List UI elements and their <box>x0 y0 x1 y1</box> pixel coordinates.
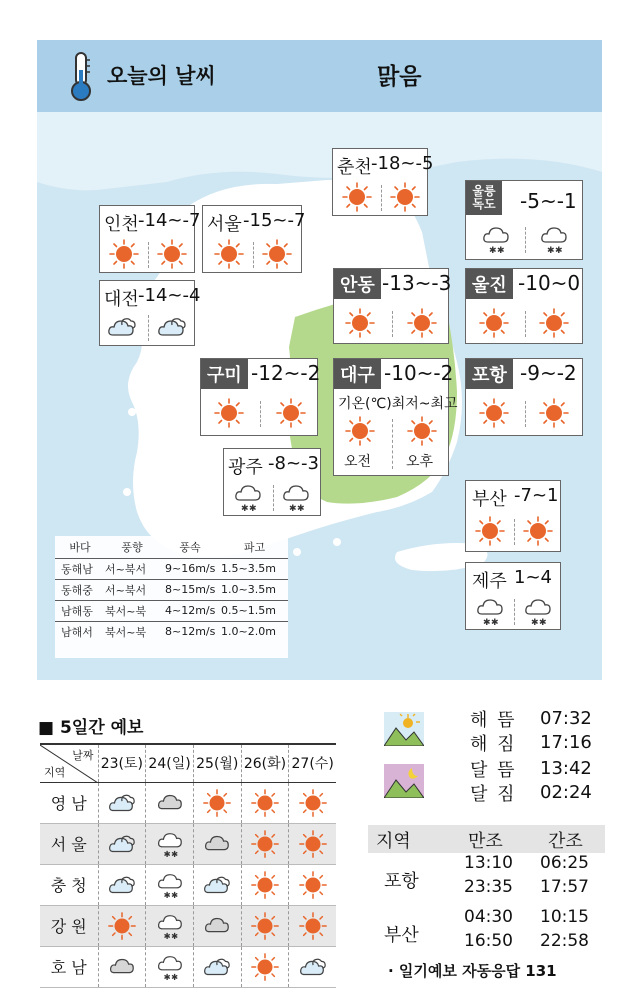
city-temp: -7~1 <box>514 485 559 506</box>
forecast-cell <box>193 864 241 905</box>
sun-icon <box>538 307 570 339</box>
forecast-cell <box>289 782 336 823</box>
sunset-time: 17:16 <box>540 732 592 753</box>
city-uljin <box>465 268 583 344</box>
forecast-cell <box>98 823 146 864</box>
header-bar <box>37 40 602 112</box>
city-incheon <box>99 205 201 273</box>
sun-icon <box>389 181 421 213</box>
tide-header-region: 지역 <box>376 831 411 852</box>
sea-cell: 0.5~1.5m <box>221 600 288 621</box>
sun-icon <box>108 238 140 270</box>
forecast-cell <box>241 823 289 864</box>
city-name: 대구 <box>334 359 381 389</box>
tide-header-low: 간조 <box>548 831 583 852</box>
city-chuncheon <box>332 148 434 216</box>
sea-header: 풍향 <box>121 540 143 554</box>
forecast-cell <box>193 905 241 946</box>
forecast-table <box>40 743 336 988</box>
divider <box>525 227 526 253</box>
sea-cell: 9~16m/s <box>159 558 221 579</box>
sun-icon <box>522 515 554 547</box>
city-name: 구미 <box>201 359 248 389</box>
divider <box>148 242 149 268</box>
city-gumi <box>200 358 321 436</box>
divider <box>381 185 382 211</box>
city-name: 안동 <box>334 269 381 299</box>
day-header: 25(월) <box>193 744 241 782</box>
forecast-row <box>40 823 336 864</box>
divider <box>273 485 274 511</box>
sun-icon <box>344 307 376 339</box>
sun-icon <box>344 415 376 447</box>
day-header: 26(화) <box>241 744 289 782</box>
forecast-cell <box>241 905 289 946</box>
sea-row <box>55 579 288 600</box>
cloud-icon <box>155 788 185 818</box>
sea-header: 바다 <box>69 540 91 554</box>
sea-cell: 서~북서 <box>105 579 159 600</box>
city-temp: -9~-2 <box>520 361 577 385</box>
sun-icon <box>202 788 232 818</box>
divider <box>392 311 393 337</box>
tide-low: 06:25 <box>540 853 589 873</box>
sun-icon <box>213 397 245 429</box>
forecast-cell <box>146 782 194 823</box>
sun-icon <box>261 238 293 270</box>
divider <box>253 242 254 268</box>
forecast-cell <box>241 782 289 823</box>
partly-cloudy-icon <box>202 952 232 982</box>
city-name: 광주 <box>228 457 263 478</box>
divider <box>514 519 515 545</box>
sky-condition: 맑음 <box>377 64 422 90</box>
divider <box>525 401 526 427</box>
city-pohang <box>465 358 583 436</box>
moonset-time: 02:24 <box>540 782 592 803</box>
phone-info: · 일기예보 자동응답 131 <box>388 962 557 980</box>
forecast-cell <box>98 782 146 823</box>
city-temp: 1~4 <box>514 567 552 588</box>
sea-cell: 동해남 <box>55 558 105 579</box>
city-temp: -15~-7 <box>243 210 306 231</box>
cloud-icon <box>202 829 232 859</box>
sunrise-time: 07:32 <box>540 708 592 729</box>
forecast-region: 호 남 <box>40 946 98 987</box>
sun-icon <box>406 307 438 339</box>
forecast-row <box>40 946 336 987</box>
sea-cell: 1.0~2.0m <box>221 621 288 642</box>
tide-row <box>368 907 605 961</box>
divider <box>260 401 261 427</box>
today-title: 오늘의 날씨 <box>107 64 216 88</box>
city-temp: -10~-2 <box>384 361 454 385</box>
forecast-row <box>40 782 336 823</box>
tide-region: 부산 <box>384 925 419 946</box>
forecast-cell <box>289 905 336 946</box>
snow-cloud-icon <box>474 595 506 627</box>
day-header: 23(토) <box>98 744 146 782</box>
moonrise-label: 달 뜸 <box>470 760 517 781</box>
sea-cell: 8~12m/s <box>159 621 221 642</box>
city-name: 울진 <box>466 269 513 299</box>
tide-table <box>368 825 605 961</box>
tide-header <box>368 825 605 853</box>
corner-region: 지역 <box>44 765 66 779</box>
forecast-cell <box>98 946 146 987</box>
snow-cloud-icon <box>155 829 185 859</box>
sun-icon <box>474 515 506 547</box>
sunrise-mountain-icon <box>384 712 424 746</box>
forecast-cell <box>193 782 241 823</box>
sun-icon <box>341 181 373 213</box>
sun-icon <box>250 829 280 859</box>
sunrise-label: 해 뜸 <box>470 710 517 731</box>
snow-cloud-icon <box>480 223 512 255</box>
sun-icon <box>213 238 245 270</box>
forecast-region: 충 청 <box>40 864 98 905</box>
forecast-cell <box>289 946 336 987</box>
sea-cell: 북서~북 <box>105 621 159 642</box>
sea-header: 파고 <box>243 540 266 554</box>
sea-row <box>55 558 288 579</box>
tide-row <box>368 853 605 907</box>
moonrise-mountain-icon <box>384 764 424 798</box>
divider <box>525 311 526 337</box>
forecast-region: 서 울 <box>40 823 98 864</box>
city-temp: -10~0 <box>518 271 581 295</box>
forecast-row <box>40 905 336 946</box>
sea-cell: 북서~북 <box>105 600 159 621</box>
partly-cloudy-icon <box>156 311 188 343</box>
sea-cell: 서~북서 <box>105 558 159 579</box>
city-ulleung-dokdo <box>465 180 583 260</box>
partly-cloudy-icon <box>107 788 137 818</box>
sea-conditions-table <box>55 536 288 658</box>
city-name: 대전 <box>104 289 139 310</box>
snow-cloud-icon <box>280 481 312 513</box>
city-seoul <box>202 205 306 273</box>
cloud-icon <box>202 911 232 941</box>
legend-caption: 기온(℃)최저~최고 <box>338 396 458 412</box>
sea-row <box>55 600 288 621</box>
forecast-region: 강 원 <box>40 905 98 946</box>
forecast-cell <box>146 905 194 946</box>
snow-cloud-icon <box>155 870 185 900</box>
forecast-row <box>40 864 336 905</box>
forecast-cell <box>193 946 241 987</box>
legend-am: 오전 <box>344 454 372 470</box>
tide-region: 포항 <box>384 871 419 892</box>
city-temp: -8~-3 <box>268 453 319 474</box>
sun-icon <box>107 911 137 941</box>
sun-icon <box>478 397 510 429</box>
sea-row <box>55 621 288 642</box>
cloud-icon <box>107 952 137 982</box>
sun-icon <box>275 397 307 429</box>
city-temp: -5~-1 <box>520 189 577 213</box>
sea-cell: 1.0~3.5m <box>221 579 288 600</box>
sea-header: 풍속 <box>179 540 201 554</box>
forecast-cell <box>146 823 194 864</box>
city-andong <box>333 268 452 344</box>
sun-icon <box>298 788 328 818</box>
forecast-cell <box>98 864 146 905</box>
city-temp: -14~-7 <box>138 210 201 231</box>
divider <box>392 419 393 469</box>
thermometer-icon <box>65 50 97 102</box>
partly-cloudy-icon <box>106 311 138 343</box>
city-name: 부산 <box>472 489 507 510</box>
sunset-label: 해 짐 <box>470 734 517 755</box>
snow-cloud-icon <box>538 223 570 255</box>
partly-cloudy-icon <box>202 870 232 900</box>
snow-cloud-icon <box>155 911 185 941</box>
forecast-cell <box>98 905 146 946</box>
sun-icon <box>298 911 328 941</box>
tide-high: 16:50 <box>464 931 513 951</box>
today-weather-panel <box>37 40 602 680</box>
snow-cloud-icon <box>155 952 185 982</box>
city-name: 울릉 독도 <box>466 181 502 215</box>
sea-cell: 남해서 <box>55 621 105 642</box>
city-jeju <box>465 562 561 630</box>
forecast-title: ■ 5일간 예보 <box>38 718 144 738</box>
forecast-cell <box>241 864 289 905</box>
sun-icon <box>156 238 188 270</box>
city-daejeon <box>99 280 201 346</box>
tide-high: 23:35 <box>464 877 513 897</box>
moonrise-time: 13:42 <box>540 758 592 779</box>
corner-date: 날짜 <box>72 749 94 762</box>
sea-cell: 동해중 <box>55 579 105 600</box>
sun-icon <box>250 870 280 900</box>
sun-icon <box>406 415 438 447</box>
city-temp: -14~-4 <box>138 285 201 306</box>
partly-cloudy-icon <box>107 870 137 900</box>
day-header: 24(일) <box>146 744 194 782</box>
forecast-cell <box>193 823 241 864</box>
city-temp: -18~-5 <box>371 153 434 174</box>
tide-header-high: 만조 <box>468 831 503 852</box>
forecast-region: 영 남 <box>40 782 98 823</box>
city-gwangju <box>223 448 321 516</box>
tide-low: 17:57 <box>540 877 589 897</box>
partly-cloudy-icon <box>298 952 328 982</box>
legend-pm: 오후 <box>406 454 434 470</box>
sea-cell: 남해동 <box>55 600 105 621</box>
sun-icon <box>538 397 570 429</box>
snow-cloud-icon <box>232 481 264 513</box>
sun-icon <box>478 307 510 339</box>
city-temp: -12~-2 <box>251 361 321 385</box>
sun-icon <box>250 788 280 818</box>
forecast-cell <box>289 823 336 864</box>
partly-cloudy-icon <box>107 829 137 859</box>
city-name: 춘천 <box>337 157 372 178</box>
divider <box>148 315 149 341</box>
city-name: 서울 <box>207 214 242 235</box>
corner-cell <box>40 744 98 782</box>
sun-icon <box>250 911 280 941</box>
sea-cell: 8~15m/s <box>159 579 221 600</box>
divider <box>514 599 515 625</box>
city-temp: -13~-3 <box>382 271 452 295</box>
city-name: 포항 <box>466 359 513 389</box>
forecast-cell <box>241 946 289 987</box>
city-daegu <box>333 358 458 476</box>
sun-icon <box>250 952 280 982</box>
sea-cell: 4~12m/s <box>159 600 221 621</box>
forecast-cell <box>146 864 194 905</box>
tide-low: 22:58 <box>540 931 589 951</box>
sea-cell: 1.5~3.5m <box>221 558 288 579</box>
city-name: 인천 <box>104 214 139 235</box>
city-busan <box>465 480 561 552</box>
sun-moon-times <box>380 706 610 806</box>
forecast-cell <box>289 864 336 905</box>
sun-icon <box>298 829 328 859</box>
snow-cloud-icon <box>522 595 554 627</box>
day-header: 27(수) <box>289 744 336 782</box>
sun-icon <box>298 870 328 900</box>
city-name: 제주 <box>472 571 507 592</box>
tide-low: 10:15 <box>540 907 589 927</box>
tide-high: 13:10 <box>464 853 513 873</box>
tide-high: 04:30 <box>464 907 513 927</box>
forecast-cell <box>146 946 194 987</box>
moonset-label: 달 짐 <box>470 784 517 805</box>
